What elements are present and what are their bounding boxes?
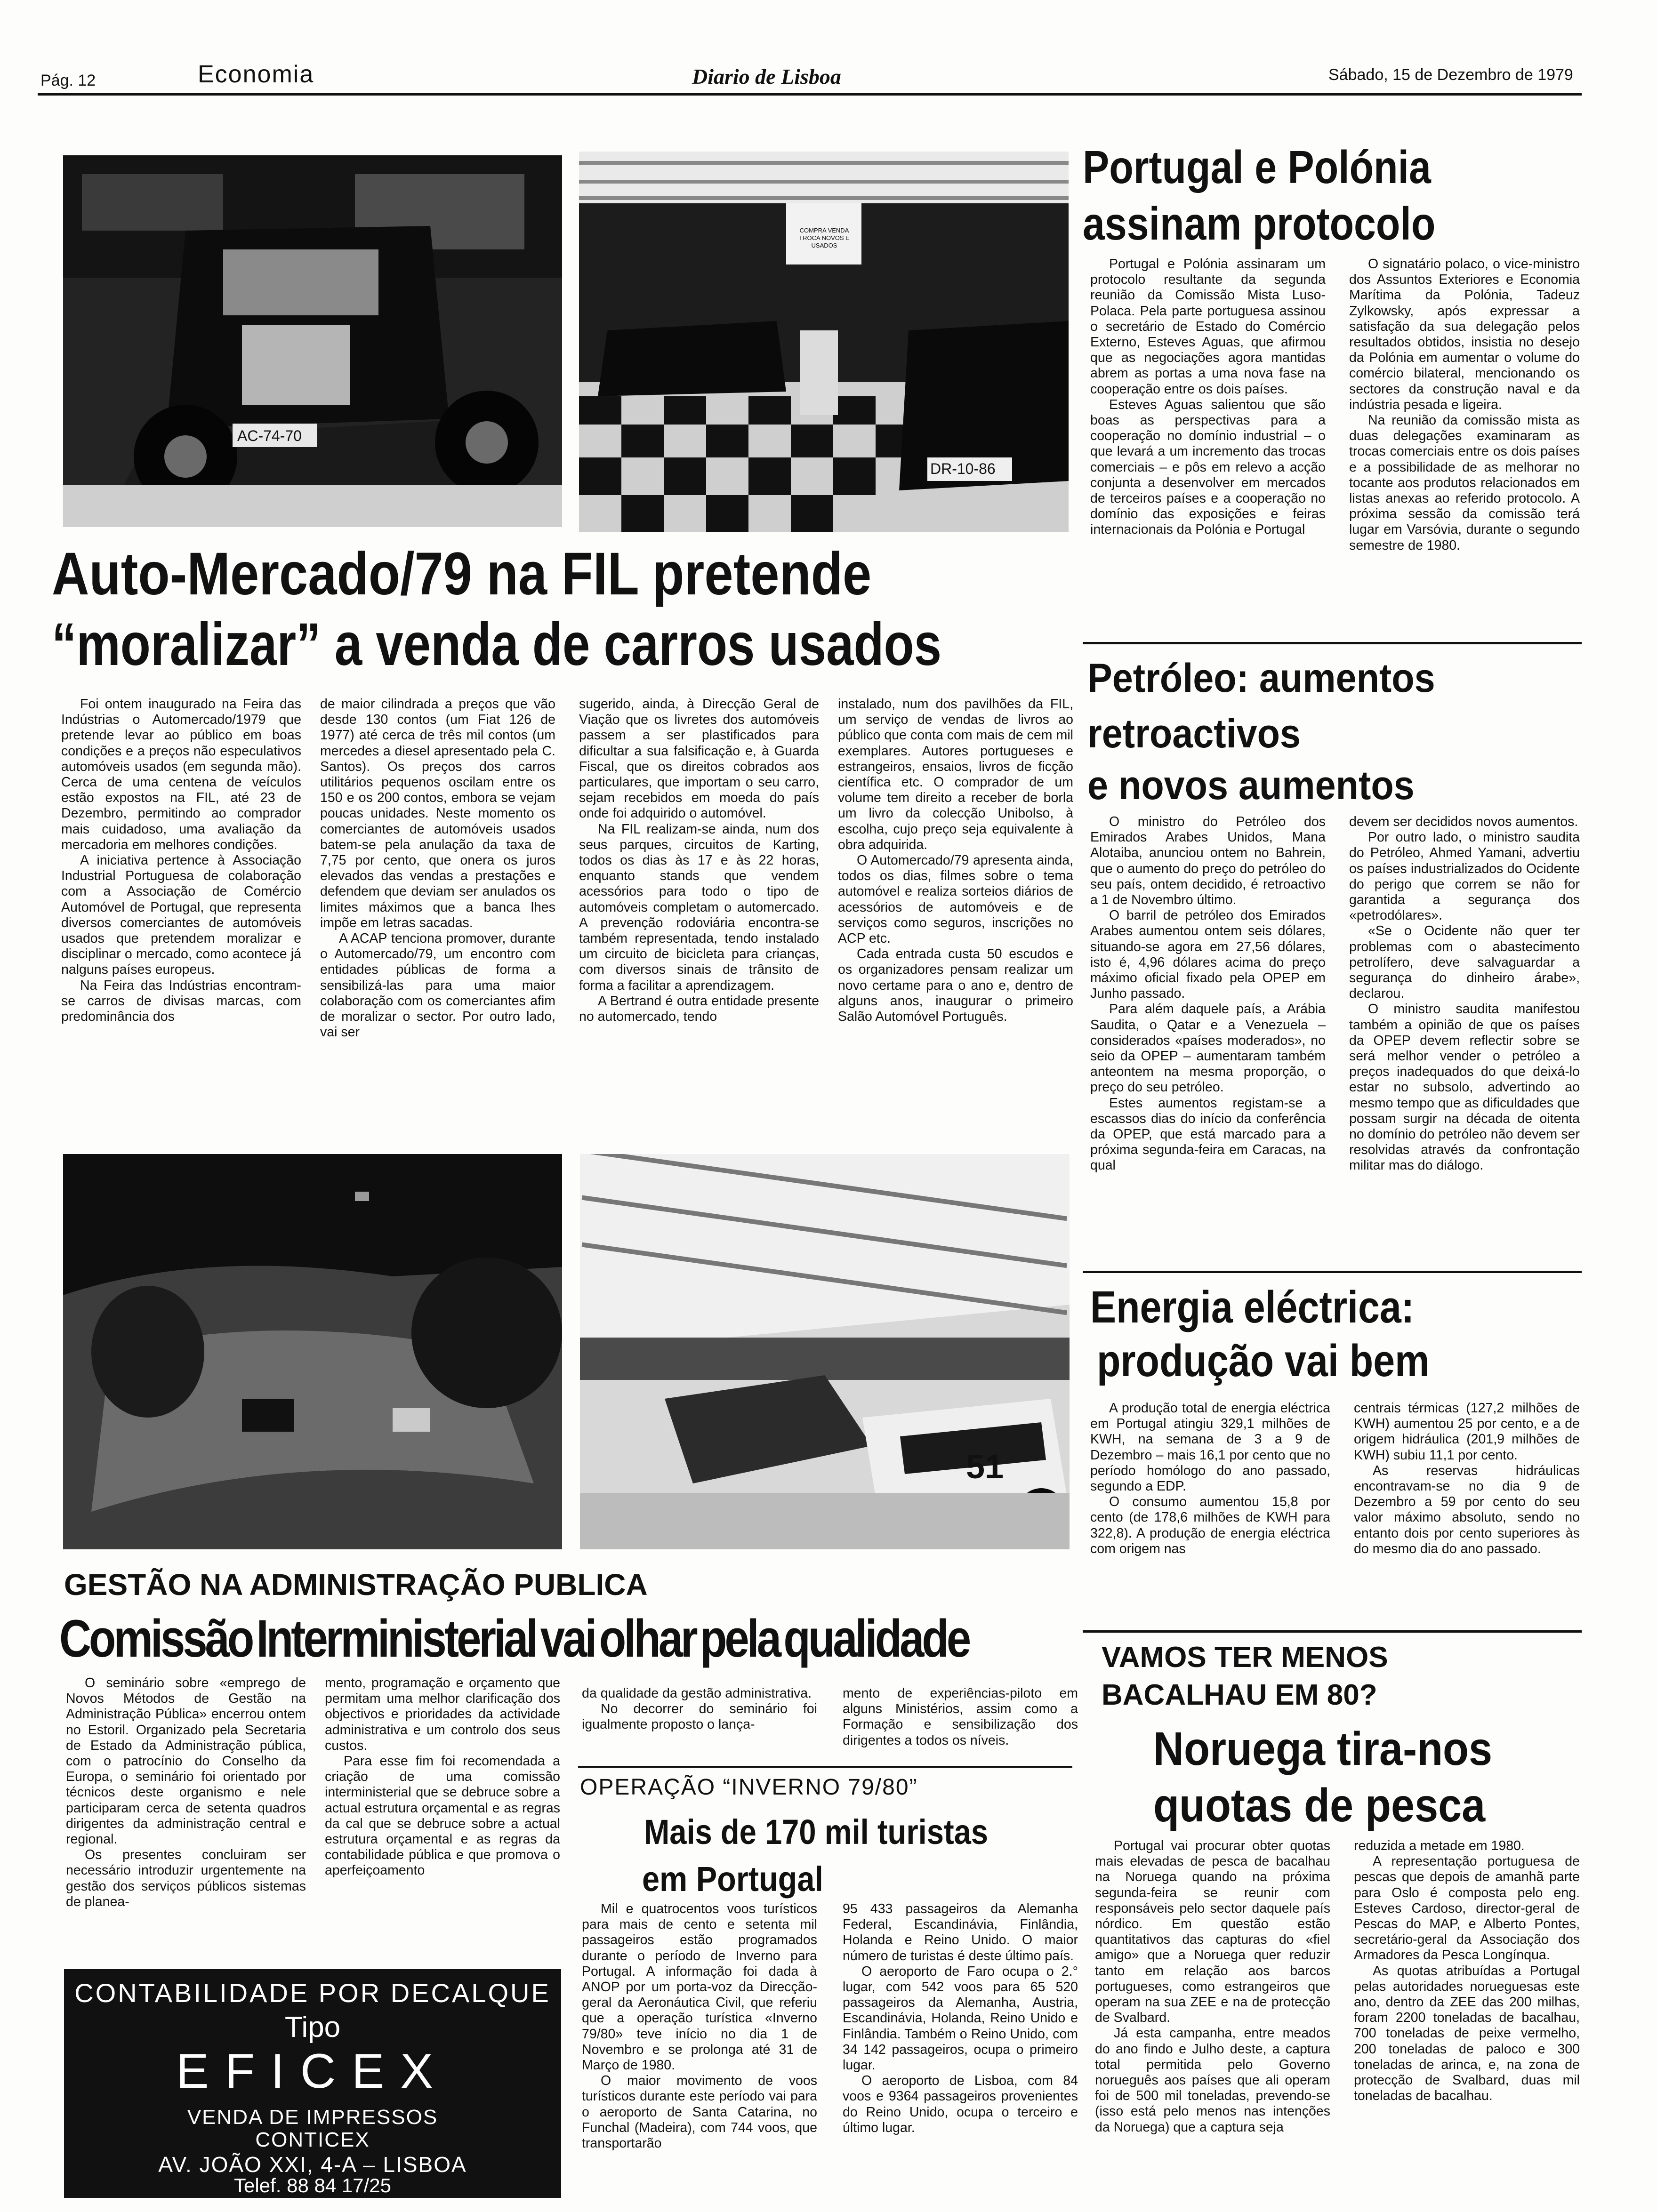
paragraph: As quotas atribuídas a Portugal pelas autoridades norueguesas este ano, dentro da ZEE das 200 milhas, foram 2200 toneladas de bacalhau, 700 toneladas de peixe vermelho, 200 toneladas de paloco e 300 toneladas de arinca, e, na zona de protecção de Svalbard, duas mil toneladas de bacalhau. [1354,1963,1580,2104]
section-title: Economia [198,61,314,88]
paragraph: instalado, num dos pavilhões da FIL, um serviço de vendas de livros ao público que conta com mais de cem mil exemplares. Autores portugueses e estrangeiros, ensaios, livros de ficção científica etc. O comprador de um volume tem direito a receber de borla um livro da colecção Unibolso, à escolha, cujo preço seja equivalente à obra adquirida. [838,697,1073,852]
paragraph: O ministro do Petróleo dos Emirados Arabes Unidos, Mana Alotaiba, anunciou ontem no Bahrein, que o aumento do preço do petróleo do seu país, ontem decidido, é retroactivo a 1 de Novembro último. [1090,814,1326,908]
inverno-headline: Mais de 170 mil turistas [644,1812,989,1851]
photo-car-showroom [579,152,1069,532]
paragraph: Esteves Aguas salientou que são boas as perspectivas para a cooperação no domínio industrial – o que levará a um incremento das trocas comerciais – e pôs em relevo a acção conjunta a desenvolver em mercados de terceiros países e a cooperação no domínio das exposições e feiras internacionais da Polónia e Portugal [1090,397,1326,537]
license-plate: DR-10-86 [930,460,996,477]
gestao-kicker: GESTÃO NA ADMINISTRAÇÃO PUBLICA [64,1568,648,1602]
paragraph: Estes aumentos registam-se a escassos dias do início da conferência da OPEP, que está marcado para a próxima segunda-feira em Caracas, na qual [1090,1095,1326,1173]
paragraph: A ACAP tenciona promover, durante o Automercado/79, um encontro com entidades públicas de forma a sensibilizá-las para uma maior colaboração com os comerciantes afim de moralizar o sector. Por outro lado, vai ser [320,931,555,1040]
energia-column-2 [1354,1401,1580,1557]
gestao-column-4 [843,1686,1078,1748]
inverno-headline: em Portugal [642,1859,823,1899]
paragraph: mento, programação e orçamento que permitam uma melhor clarificação dos objectivos e prioridades da actividade administrativa e um controlo dos seus custos. [325,1675,560,1753]
paragraph: Portugal vai procurar obter quotas mais elevadas de pesca de bacalhau na Noruega quando na próxima segunda-feira se reunir com responsáveis pelo sector daquele país nórdico. Em questão estão quantitativos das capturas do «fiel amigo» que a Noruega quer reduzir tanto em relação aos barcos portugueses, como estrangeiros que operam na sua ZEE e na de protecção de Svalbard. [1095,1838,1330,2026]
paragraph: O barril de petróleo dos Emirados Arabes aumentou ontem seis dólares, situando-se agora em 27,56 dólares, isto é, 4,96 dólares acima do preço máximo oficial fixado pela OPEP em Junho passado. [1090,908,1326,1002]
gestao-column-3 [582,1686,817,1733]
gestao-column-2 [325,1675,560,1879]
section-rule [1083,642,1582,644]
bacalhau-headline: Noruega tira-nos [1153,1723,1493,1775]
paragraph: A Bertrand é outra entidade presente no automercado, tendo [579,993,819,1025]
paragraph: devem ser decididos novos aumentos. [1349,814,1578,829]
gestao-column-1 [66,1675,306,1910]
paragraph: Já esta campanha, entre meados do ano findo e Julho deste, a captura total permitida pelo Governo norueguês aos países que ali operam foi de 500 mil toneladas, prevendo-se (isso está pelo menos nas intenções da Noruega) que a captura seja [1095,2026,1330,2135]
section-rule [578,1766,1072,1768]
automercado-column-2 [320,697,555,1040]
paragraph: reduzida a metade em 1980. [1354,1838,1525,1853]
section-rule [1083,1630,1582,1633]
page-number: Pág. 12 [40,72,96,89]
masthead-rule [38,93,1582,96]
inverno-column-1 [582,1901,817,2151]
showroom-sign: COMPRA VENDA TROCA NOVOS E USADOS [799,227,850,249]
paragraph: da qualidade da gestão administrativa. [582,1686,812,1701]
paragraph: centrais térmicas (127,2 milhões de KWH) aumentou 25 por cento, e a de origem hidráulica (201,9 milhões de KWH) subiu 11,1 por cento. [1354,1401,1580,1463]
paragraph: Mil e quatrocentos voos turísticos para mais de cento e setenta mil passageiros estão programados durante o período de Inverno para Portugal. A informação foi dada à ANOP por um porta-voz da Direcção-geral da Aeronáutica Civil, que referiu que a operação turística «Inverno 79/80» teve início no dia 1 de Novembro e se prolonga até 31 de Março de 1980. [582,1901,817,2073]
paragraph: Foi ontem inaugurado na Feira das Indústrias o Automercado/1979 que pretende levar ao público em boas condições e a preços não especulativos automóveis usados (em segunda mão). Cerca de uma centena de veículos estão expostos na FIL, até 23 de Dezembro, permitindo ao comprador mais cuidadoso, uma avaliação da mercadoria em melhores condições. [61,697,301,852]
bacalhau-column-1 [1095,1838,1330,2135]
paragraph: Cada entrada custa 50 escudos e os organizadores pensam realizar um novo certame para o ano e, dentro de alguns anos, inaugurar o primeiro Salão Automóvel Português. [838,946,1073,1025]
energia-headline: produção vai bem [1097,1336,1430,1386]
paragraph: mento de experiências-piloto em alguns Ministérios, assim como a Formação e sensibilização dos dirigentes a todos os níveis. [843,1686,1078,1748]
paragraph: 95 433 passageiros da Alemanha Federal, Escandinávia, Finlândia, Holanda e Reino Unido. O maior número de turistas é deste último país. [843,1901,1078,1964]
energia-column-1 [1090,1401,1330,1557]
bacalhau-headline: quotas de pesca [1153,1779,1486,1832]
polonia-column-2 [1349,256,1580,553]
paragraph: Para além daquele país, a Arábia Saudita, o Qatar e a Venezuela – considerados «países moderados», no seio da OPEP – aumentaram também anteontem na mesma proporção, o preço do seu petróleo. [1090,1002,1326,1095]
bacalhau-kicker: BACALHAU EM 80? [1102,1679,1377,1711]
petroleo-column-2 [1349,814,1580,1174]
paragraph: O seminário sobre «emprego de Novos Métodos de Gestão na Administração Pública» encerrou ontem no Estoril. Organizado pela Secretaria de Estado da Administração pública, com o patrocínio do Conselho da Europa, o seminário foi orientado por técnicos deste organismo e nele participaram cerca de setenta quadros dirigentes da administração central e regional. [66,1675,306,1847]
paragraph: A produção total de energia eléctrica em Portugal atingiu 329,1 milhões de KWH, na semana de 3 a 9 de Dezembro – mais 16,1 por cento que no período homólogo do ano passado, segundo a EDP. [1090,1401,1330,1494]
paragraph: A representação portuguesa de pescas que depois de amanhã parte para Oslo é composta pelo eng. Esteves Cardoso, director-geral de Pescas do MAP, e Alberto Pontes, secretário-geral da Associação dos Armadores da Pesca Longínqua. [1354,1854,1580,1963]
ad-line: Tipo [284,2011,341,2044]
ad-line: Telef. 88 84 17/25 [234,2174,391,2196]
license-plate: AC-74-70 [237,427,302,444]
gestao-headline: Comissão Interministerial vai olhar pela qualidade [59,1609,969,1668]
petroleo-headline: retroactivos [1087,711,1301,756]
petroleo-headline: e novos aumentos [1087,763,1415,808]
paragraph: O ministro saudita manifestou também a opinião de que os países da OPEP devem reflectir sobre se será melhor vender o petróleo a preços inadequados do que deixá-lo estar no subsolo, advertindo ao mesmo tempo que as dificuldades que possam surgir na década de oitenta no domínio do petróleo não devem ser resolvidas através da confrontação militar mas do diálogo. [1349,1002,1580,1173]
newspaper-name: Diario de Lisboa [692,64,841,88]
automercado-column-4 [838,697,1073,1025]
petroleo-headline: Petróleo: aumentos [1087,656,1435,701]
polonia-headline: assinam protocolo [1083,198,1436,249]
paragraph: O aeroporto de Lisboa, com 84 voos e 9364 passageiros provenientes do Reino Unido, ocupa o terceiro e último lugar. [843,2073,1078,2135]
inverno-kicker: OPERAÇÃO “INVERNO 79/80” [580,1775,918,1800]
ad-line: CONTABILIDADE POR DECALQUE [74,1978,551,2008]
polonia-headline: Portugal e Polónia [1083,141,1431,193]
ad-brand: EFICEX [176,2044,449,2099]
paragraph: Portugal e Polónia assinaram um protocolo resultante da segunda reunião da Comissão Mista Luso-Polaca. Pela parte portuguesa assinou o secretário de Estado do Comércio Externo, Esteves Aguas, que afirmou que as negociações agora mantidas abrem as portas a uma nova fase na cooperação entre os dois países. [1090,256,1326,397]
ad-line: AV. JOÃO XXI, 4-A – LISBOA [158,2152,467,2177]
paragraph: No decorrer do seminário foi igualmente proposto o lança- [582,1701,817,1732]
paragraph: O maior movimento de voos turísticos durante este período vai para o aeroporto de Santa Catarina, no Funchal (Madeira), com 744 voos, que transportarão [582,2073,817,2151]
paragraph: Na FIL realizam-se ainda, num dos seus parques, circuitos de Karting, todos os dias às 17 e às 22 horas, enquanto stands que vendem acessórios para todo o tipo de automóveis completam o automercado. A prevenção rodoviária encontra-se também representada, tendo instalado um circuito de bicicleta para crianças, com diversos sinais de trânsito de forma a facilitar a aprendizagem. [579,821,819,993]
automercado-column-3 [579,697,819,1025]
paragraph: sugerido, ainda, à Direcção Geral de Viação que os livretes dos automóveis passem a ser plastificados para dificultar a sua falsificação e, à Guarda Fiscal, que os direitos cobrados aos particulares, que importam o seu carro, sejam recebidos em moeda do país onde foi adquirido o automóvel. [579,697,819,821]
photo-exhibition-hall [580,1154,1070,1549]
paragraph: Por outro lado, o ministro saudita do Petróleo, Ahmed Yamani, advertiu os países industrializados do Ocidente do perigo que correm se não for garantida a segurança dos «petrodólares». [1349,830,1580,923]
automercado-column-1 [61,697,301,1025]
eficex-advertisement [64,1969,561,2198]
photo-karting-track [63,1154,562,1549]
paragraph: «Se o Ocidente não quer ter problemas com o abastecimento petrolífero, deve salvaguardar a segurança do dinheiro árabe», declarou. [1349,923,1580,1002]
section-rule [1083,1271,1582,1273]
paragraph: A iniciativa pertence à Associação Industrial Portuguesa de colaboração com a Associação de Comércio Automóvel de Portugal, que representa diversos comerciantes de automóveis usados que pretendem moralizar e disciplinar o mercado, como acontece já nalguns países europeus. [61,853,301,978]
petroleo-column-1 [1090,814,1326,1174]
paragraph: Na Feira das Indústrias encontram-se carros de divisas marcas, com predominância dos [61,978,301,1025]
ad-line: VENDA DE IMPRESSOS [187,2106,438,2129]
paragraph: de maior cilindrada a preços que vão desde 130 contos (um Fiat 126 de 1977) até cerca de três mil contos (um mercedes a diesel apresentado pela C. Santos). Os preços dos carros utilitários pequenos oscilam entre os 150 e os 200 contos, embora se vejam poucas unidades. Neste momento os comerciantes de automóveis usados batem-se pela anulação da taxa de 7,75 por cento, que onera os juros elevados das vendas a prestações e defendem que deviam ser anulados os limites máximos que a banca lhes impõe em letras sacadas. [320,697,555,930]
photo-vintage-car [63,155,562,527]
ad-line: CONTICEX [255,2128,370,2151]
paragraph: O aeroporto de Faro ocupa o 2.° lugar, com 542 voos para 65 520 passageiros da Alemanha, Austria, Escandinávia, Holanda, Reino Unido e Finlândia. Também o Reino Unido, com 34 142 passageiros, ocupa o primeiro lugar. [843,1964,1078,2073]
automercado-headline: “moralizar” a venda de carros usados [52,611,942,678]
paragraph: Na reunião da comissão mista as duas delegações examinaram as trocas comerciais entre os dois países e a possibilidade de as melhorar no tocante aos produtos relacionados em listas anexas ao referido protocolo. A próxima sessão da comissão terá lugar em Varsóvia, durante o segundo semestre de 1980. [1349,413,1580,553]
paragraph: Para esse fim foi recomendada a criação de uma comissão interministerial que se debruce sobre a actual estrutura orçamental e as regras da cal que se debruce sobre a actual estrutura orçamental e as regras da contabilidade pública e que promova o aperfeiçoamento [325,1754,560,1878]
paragraph: Os presentes concluiram ser necessário introduzir urgentemente na gestão dos serviços públicos sistemas de planea- [66,1847,306,1909]
issue-date: Sábado, 15 de Dezembro de 1979 [1328,66,1573,84]
bacalhau-column-2 [1354,1838,1580,2104]
bacalhau-kicker: VAMOS TER MENOS [1102,1641,1388,1674]
paragraph: O consumo aumentou 15,8 por cento (de 178,6 milhões de KWH para 322,8). A produção de energia eléctrica com origem nas [1090,1494,1330,1556]
polonia-column-1 [1090,256,1326,538]
automercado-headline: Auto-Mercado/79 na FIL pretende [52,540,872,608]
paragraph: As reservas hidráulicas encontravam-se no dia 9 de Dezembro a 59 por cento do seu valor máximo absoluto, sendo no entanto dois por cento superiores às do mesmo dia do ano passado. [1354,1463,1580,1556]
race-number: 51 [966,1448,1004,1486]
inverno-column-2 [843,1901,1078,2136]
energia-headline: Energia eléctrica: [1090,1282,1415,1332]
paragraph: O Automercado/79 apresenta ainda, todos os dias, filmes sobre o tema automóvel e realiza sorteios diários de acessórios de automóveis e de serviços como seguros, inscrições no ACP etc. [838,853,1073,946]
paragraph: O signatário polaco, o vice-ministro dos Assuntos Exteriores e Economia Marítima da Polónia, Tadeuz Zylkowsky, após expressar a satisfação da sua delegação pelos resultados obtidos, insistia no desejo da Polónia em aumentar o volume do comércio bilateral, mencionando os sectores da construção naval e da indústria pesada e ligeira. [1349,256,1580,412]
